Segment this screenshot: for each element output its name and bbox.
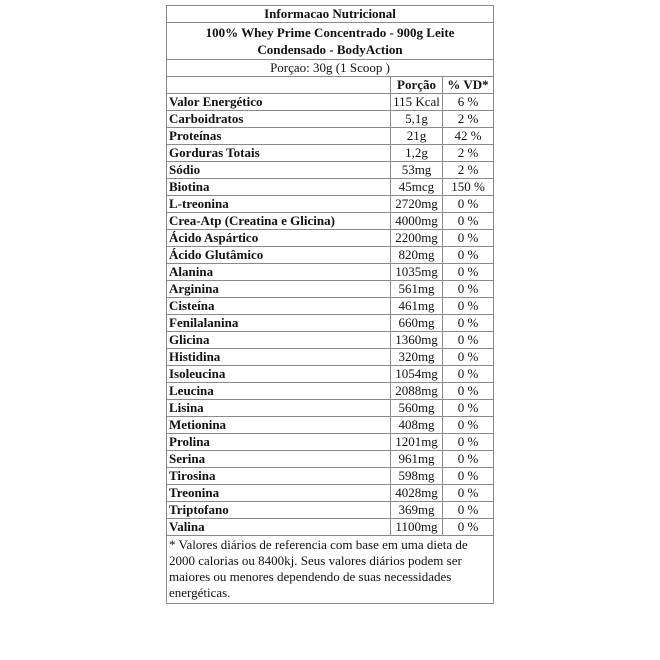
nutrient-name: Crea-Atp (Creatina e Glicina): [167, 213, 391, 230]
portion-value: 5,1g: [391, 111, 443, 128]
nutrient-name: Leucina: [167, 383, 391, 400]
nutrient-name: Serina: [167, 451, 391, 468]
table-row: [167, 128, 494, 145]
daily-value-percent: 0 %: [443, 383, 494, 400]
portion-value: 660mg: [391, 315, 443, 332]
nutrient-name: Carboidratos: [167, 111, 391, 128]
portion-value: 115 Kcal: [391, 94, 443, 111]
daily-value-percent: 0 %: [443, 196, 494, 213]
daily-value-percent: 0 %: [443, 400, 494, 417]
table-row: [167, 162, 494, 179]
portion-value: 369mg: [391, 502, 443, 519]
portion-value: 1035mg: [391, 264, 443, 281]
portion-value: 1054mg: [391, 366, 443, 383]
nutrient-name: Metionina: [167, 417, 391, 434]
portion-value: 4028mg: [391, 485, 443, 502]
nutrient-name: Gorduras Totais: [167, 145, 391, 162]
daily-value-percent: 42 %: [443, 128, 494, 145]
nutrient-name: Prolina: [167, 434, 391, 451]
daily-value-percent: 0 %: [443, 315, 494, 332]
title-row: [167, 6, 494, 23]
nutrient-name: Isoleucina: [167, 366, 391, 383]
portion-value: 408mg: [391, 417, 443, 434]
daily-value-percent: 0 %: [443, 417, 494, 434]
product-row: [167, 23, 494, 60]
portion-value: 2200mg: [391, 230, 443, 247]
table-row: [167, 247, 494, 264]
table-row: [167, 434, 494, 451]
portion-value: 2720mg: [391, 196, 443, 213]
table-row: [167, 366, 494, 383]
table-row: [167, 213, 494, 230]
nutrient-name: Valor Energético: [167, 94, 391, 111]
daily-value-percent: 0 %: [443, 298, 494, 315]
nutrient-name: Triptofano: [167, 502, 391, 519]
daily-value-percent: 2 %: [443, 145, 494, 162]
daily-value-percent: 0 %: [443, 502, 494, 519]
table-row: [167, 145, 494, 162]
header-portion: Porção: [391, 77, 443, 94]
daily-value-percent: 0 %: [443, 264, 494, 281]
table-row: [167, 94, 494, 111]
footnote: * Valores diários de referencia com base em uma dieta de 2000 calorias ou 8400kj. Seus valores diários podem ser maiores ou menores dependendo de suas necessidades energéticas.: [167, 536, 494, 604]
daily-value-percent: 0 %: [443, 468, 494, 485]
daily-value-percent: 0 %: [443, 519, 494, 536]
table-row: [167, 332, 494, 349]
serving-row: [167, 60, 494, 77]
table-row: [167, 315, 494, 332]
daily-value-percent: 150 %: [443, 179, 494, 196]
portion-value: 961mg: [391, 451, 443, 468]
table-row: [167, 400, 494, 417]
nutrient-name: Glicina: [167, 332, 391, 349]
table-row: [167, 111, 494, 128]
nutrient-name: L-treonina: [167, 196, 391, 213]
nutrient-name: Cisteína: [167, 298, 391, 315]
nutrient-name: Treonina: [167, 485, 391, 502]
portion-value: 320mg: [391, 349, 443, 366]
portion-value: 461mg: [391, 298, 443, 315]
portion-value: 1100mg: [391, 519, 443, 536]
daily-value-percent: 2 %: [443, 111, 494, 128]
nutrition-table: [166, 5, 494, 604]
portion-value: 4000mg: [391, 213, 443, 230]
daily-value-percent: 0 %: [443, 434, 494, 451]
table-row: [167, 519, 494, 536]
portion-value: 561mg: [391, 281, 443, 298]
nutrient-name: Biotina: [167, 179, 391, 196]
footnote-row: [167, 536, 494, 604]
table-row: [167, 383, 494, 400]
product-name: 100% Whey Prime Concentrado - 900g Leite Condensado - BodyAction: [167, 23, 494, 60]
nutrient-name: Ácido Glutâmico: [167, 247, 391, 264]
daily-value-percent: 6 %: [443, 94, 494, 111]
header-daily-value: % VD*: [443, 77, 494, 94]
table-row: [167, 179, 494, 196]
nutrient-name: Sódio: [167, 162, 391, 179]
portion-value: 1360mg: [391, 332, 443, 349]
portion-value: 1,2g: [391, 145, 443, 162]
daily-value-percent: 0 %: [443, 332, 494, 349]
portion-value: 1201mg: [391, 434, 443, 451]
daily-value-percent: 0 %: [443, 451, 494, 468]
serving-size: Porçao: 30g (1 Scoop ): [167, 60, 494, 77]
nutrient-name: Ácido Aspártico: [167, 230, 391, 247]
table-row: [167, 349, 494, 366]
table-row: [167, 196, 494, 213]
table-row: [167, 264, 494, 281]
nutrient-name: Tirosina: [167, 468, 391, 485]
daily-value-percent: 0 %: [443, 230, 494, 247]
table-row: [167, 502, 494, 519]
nutrient-name: Proteínas: [167, 128, 391, 145]
portion-value: 560mg: [391, 400, 443, 417]
nutrient-name: Lisina: [167, 400, 391, 417]
portion-value: 820mg: [391, 247, 443, 264]
nutrient-name: Valina: [167, 519, 391, 536]
table-row: [167, 468, 494, 485]
header-nutrient: [167, 77, 391, 94]
daily-value-percent: 0 %: [443, 349, 494, 366]
portion-value: 21g: [391, 128, 443, 145]
daily-value-percent: 0 %: [443, 213, 494, 230]
nutrition-facts-panel: [166, 5, 493, 604]
table-title: Informacao Nutricional: [167, 6, 494, 23]
table-row: [167, 417, 494, 434]
daily-value-percent: 0 %: [443, 366, 494, 383]
portion-value: 45mcg: [391, 179, 443, 196]
table-row: [167, 230, 494, 247]
daily-value-percent: 0 %: [443, 281, 494, 298]
nutrient-name: Alanina: [167, 264, 391, 281]
table-row: [167, 298, 494, 315]
daily-value-percent: 0 %: [443, 247, 494, 264]
portion-value: 2088mg: [391, 383, 443, 400]
portion-value: 598mg: [391, 468, 443, 485]
table-row: [167, 451, 494, 468]
daily-value-percent: 2 %: [443, 162, 494, 179]
nutrient-name: Fenilalanina: [167, 315, 391, 332]
nutrient-name: Arginina: [167, 281, 391, 298]
nutrient-name: Histidina: [167, 349, 391, 366]
table-row: [167, 485, 494, 502]
table-row: [167, 281, 494, 298]
portion-value: 53mg: [391, 162, 443, 179]
header-row: [167, 77, 494, 94]
daily-value-percent: 0 %: [443, 485, 494, 502]
